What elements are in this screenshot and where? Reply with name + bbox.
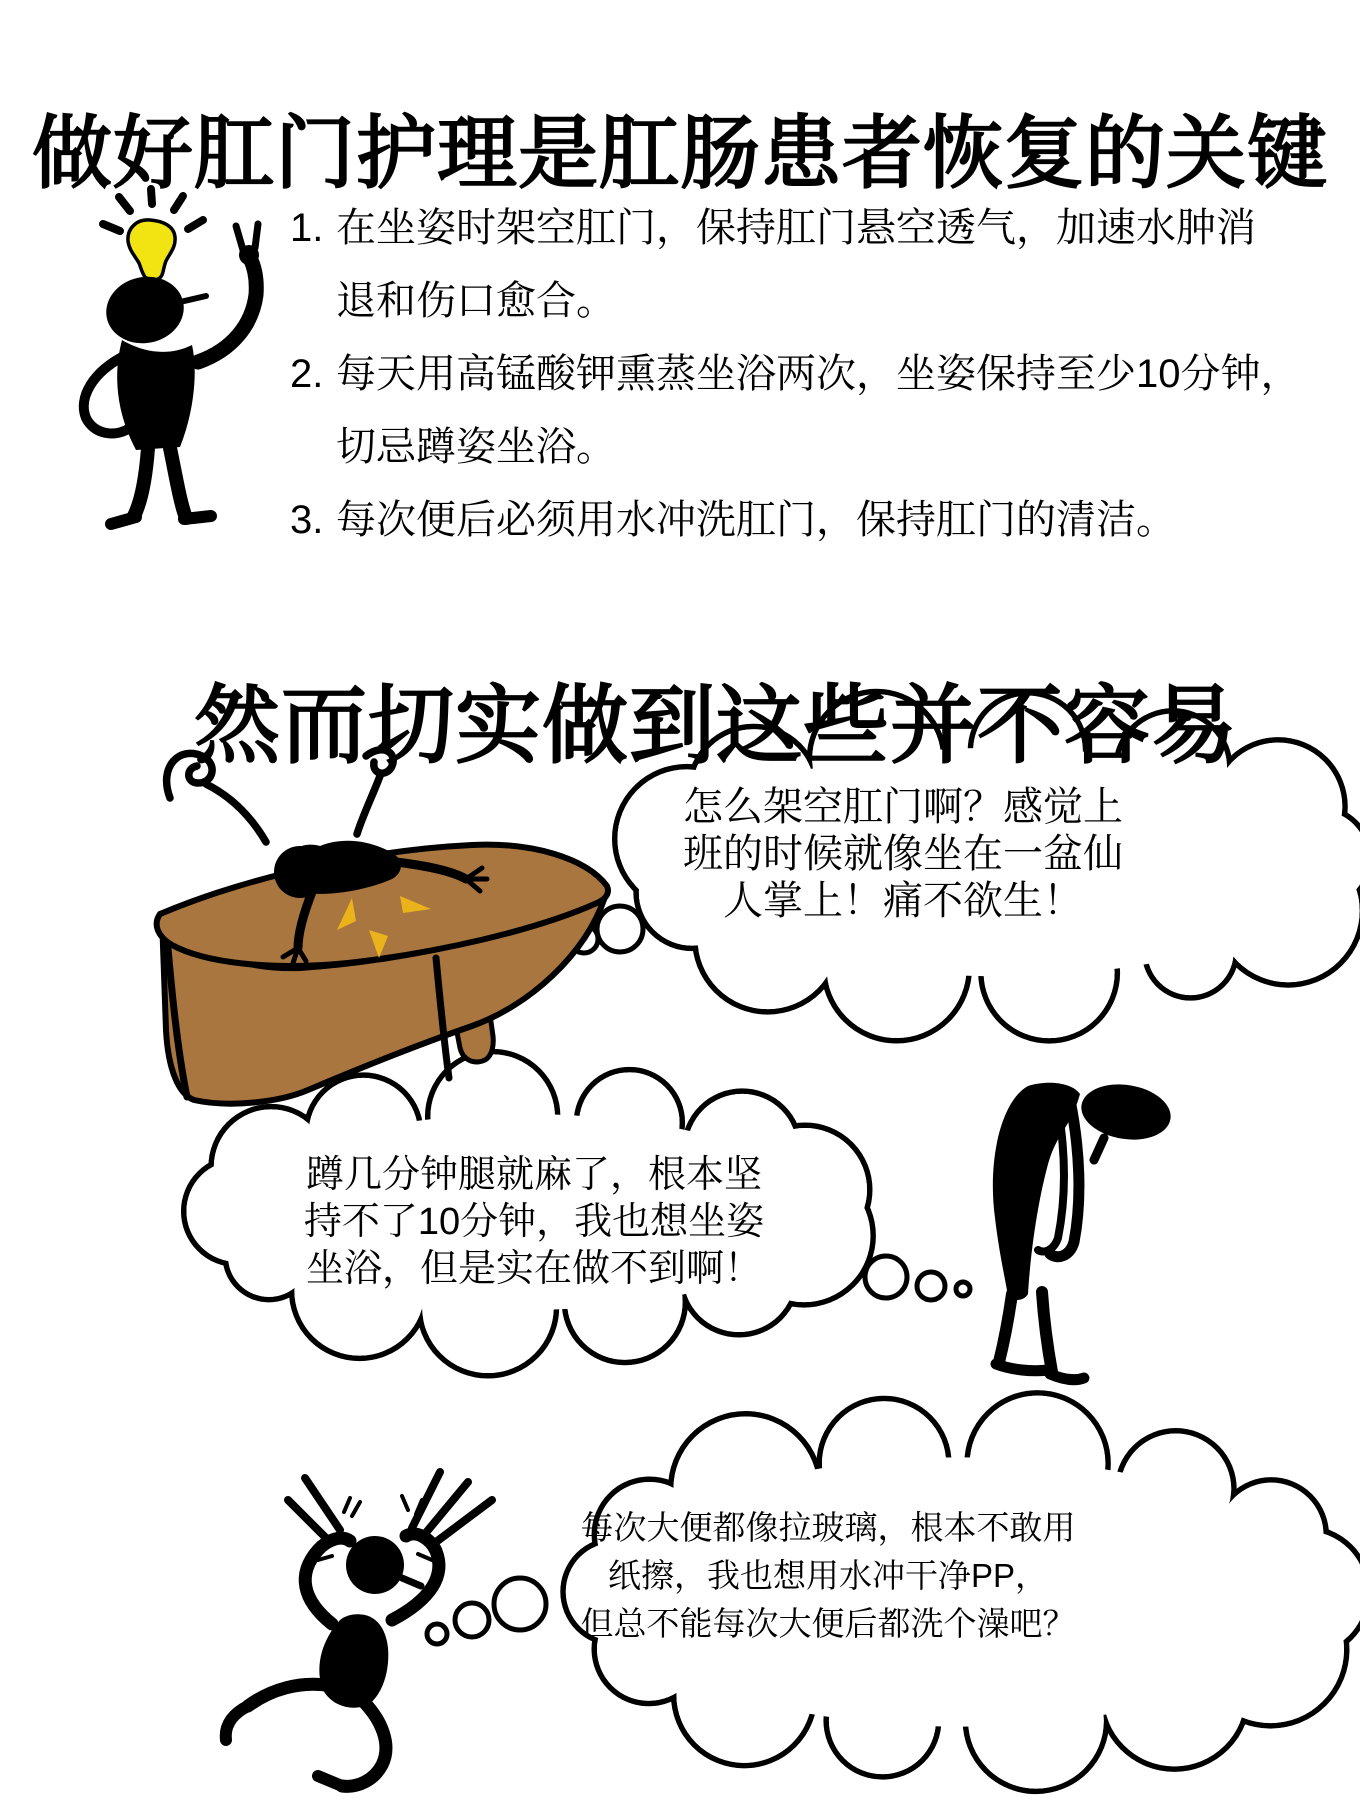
bubble-3-line-2: 纸擦，我也想用水冲干净PP，	[607, 1557, 1049, 1594]
slumped-person-illustration	[993, 1078, 1175, 1379]
care-instructions-list	[290, 192, 1330, 557]
care-item-1-line-2: 退和伤口愈合。	[336, 279, 616, 323]
care-item-3-number: 3.	[290, 498, 324, 542]
care-item-2-number: 2.	[290, 352, 324, 396]
desk-scene-illustration	[157, 841, 608, 1104]
care-item-1	[290, 192, 1330, 338]
thought-bubble-2-text	[304, 1152, 764, 1293]
bubble-2-line-1: 蹲几分钟腿就麻了，根本坚	[305, 1154, 762, 1196]
thought-bubble-3-text	[581, 1504, 1076, 1648]
care-item-3	[290, 484, 1330, 557]
page-title: 做好肛门护理是肛肠患者恢复的关键	[32, 108, 1328, 198]
thought-bubble-1-text	[683, 784, 1123, 925]
care-item-2-line-2: 切忌蹲姿坐浴。	[336, 425, 616, 469]
idea-person-illustration	[84, 189, 259, 524]
bubble-2-line-2: 持不了10分钟，我也想坐姿	[303, 1201, 765, 1243]
bubble-3-line-1: 每次大便都像拉玻璃，根本不敢用	[580, 1509, 1076, 1546]
care-item-3-line-1: 每次便后必须用水冲洗肛门，保持肛门的清洁。	[336, 498, 1176, 542]
care-item-2-line-1: 每天用高锰酸钾熏蒸坐浴两次，坐姿保持至少10分钟，	[336, 352, 1301, 396]
care-item-2	[290, 338, 1330, 484]
bubble-1-line-2: 班的时候就像坐在一盆仙	[683, 832, 1123, 876]
care-item-1-line-1: 在坐姿时架空肛门，保持肛门悬空透气，加速水肿消	[336, 206, 1256, 250]
panicking-person-illustration	[226, 1472, 492, 1786]
bubble-1-line-1: 怎么架空肛门啊？感觉上	[683, 785, 1123, 829]
care-item-1-number: 1.	[290, 206, 324, 250]
lightbulb-icon	[103, 189, 203, 280]
bubble-1-line-3: 人掌上！痛不欲生！	[723, 879, 1083, 923]
bubble-3-line-3: 但总不能每次大便后都洗个澡吧？	[580, 1605, 1076, 1642]
bubble-2-line-3: 坐浴，但是实在做不到啊！	[305, 1248, 762, 1290]
section-subtitle: 然而切实做到这些并不容易	[194, 678, 1238, 775]
